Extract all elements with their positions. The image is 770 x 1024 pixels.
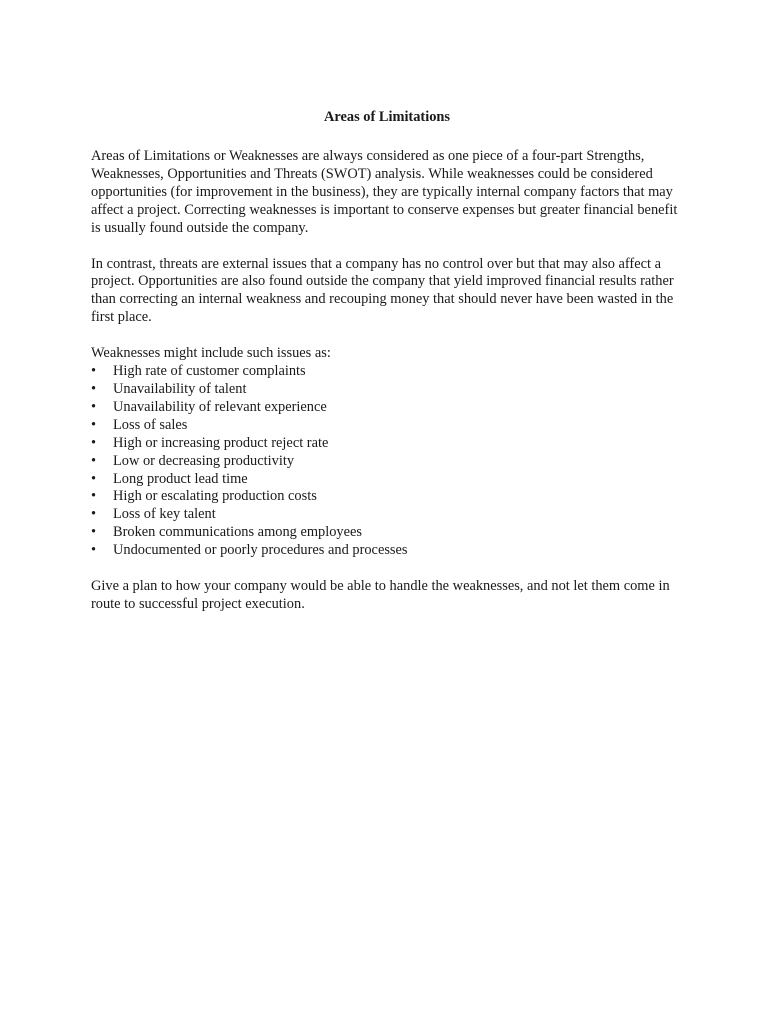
list-item xyxy=(91,363,683,381)
list-item xyxy=(91,453,683,471)
list-item xyxy=(91,381,683,399)
list-item-text: Undocumented or poorly procedures and processes xyxy=(113,542,408,559)
bullet-icon: • xyxy=(91,506,97,523)
closing-paragraph: Give a plan to how your company would be able to handle the weaknesses, and not let them come in route to successful project execution. xyxy=(91,578,670,612)
bullet-icon: • xyxy=(91,416,97,433)
list-item xyxy=(91,524,683,542)
list-item-text: Unavailability of talent xyxy=(113,380,247,397)
paragraph-threats-contrast: In contrast, threats are external issues that a company has no control over but that may also affect a project. Opportunities are also found outside the company that yield improved financial results rather than correcting an internal weakness and recouping money that should never have been wasted in the first place. xyxy=(91,255,674,326)
paragraph-swot-intro: Areas of Limitations or Weaknesses are always considered as one piece of a four-part Strengths, Weaknesses, Opportunities and Threats (SWOT) analysis. While weaknesses could be considered opportunities (for improvement in the business), they are typically internal company factors that may affect a project. Correcting weaknesses is important to conserve expenses but greater financial benefit is usually found outside the company. xyxy=(91,148,678,236)
document-title: Areas of Limitations xyxy=(323,109,451,125)
bullet-icon: • xyxy=(91,434,97,451)
bullet-icon: • xyxy=(91,470,97,487)
list-item-text: Loss of key talent xyxy=(113,506,216,523)
list-item xyxy=(91,506,683,524)
list-item-text: Broken communications among employees xyxy=(113,524,362,541)
list-item xyxy=(91,399,683,417)
list-item-text: Unavailability of relevant experience xyxy=(113,398,327,415)
list-item xyxy=(91,542,683,560)
list-item xyxy=(91,435,683,453)
list-item-text: Low or decreasing productivity xyxy=(113,452,295,469)
list-item xyxy=(91,488,683,506)
bullet-icon: • xyxy=(91,542,97,559)
weaknesses-list xyxy=(91,363,683,560)
bullet-icon: • xyxy=(91,452,97,469)
list-item-text: High or increasing product reject rate xyxy=(113,434,329,451)
bullet-icon: • xyxy=(91,398,97,415)
list-intro: Weaknesses might include such issues as: xyxy=(91,345,331,362)
bullet-icon: • xyxy=(91,380,97,397)
list-item-text: High rate of customer complaints xyxy=(113,363,306,380)
document-body xyxy=(91,108,683,632)
bullet-icon: • xyxy=(91,524,97,541)
list-item xyxy=(91,417,683,435)
list-item xyxy=(91,471,683,489)
list-item-text: High or escalating production costs xyxy=(113,488,317,505)
list-item-text: Loss of sales xyxy=(113,416,188,433)
list-item-text: Long product lead time xyxy=(113,470,248,487)
bullet-icon: • xyxy=(91,488,97,505)
bullet-icon: • xyxy=(91,363,97,380)
